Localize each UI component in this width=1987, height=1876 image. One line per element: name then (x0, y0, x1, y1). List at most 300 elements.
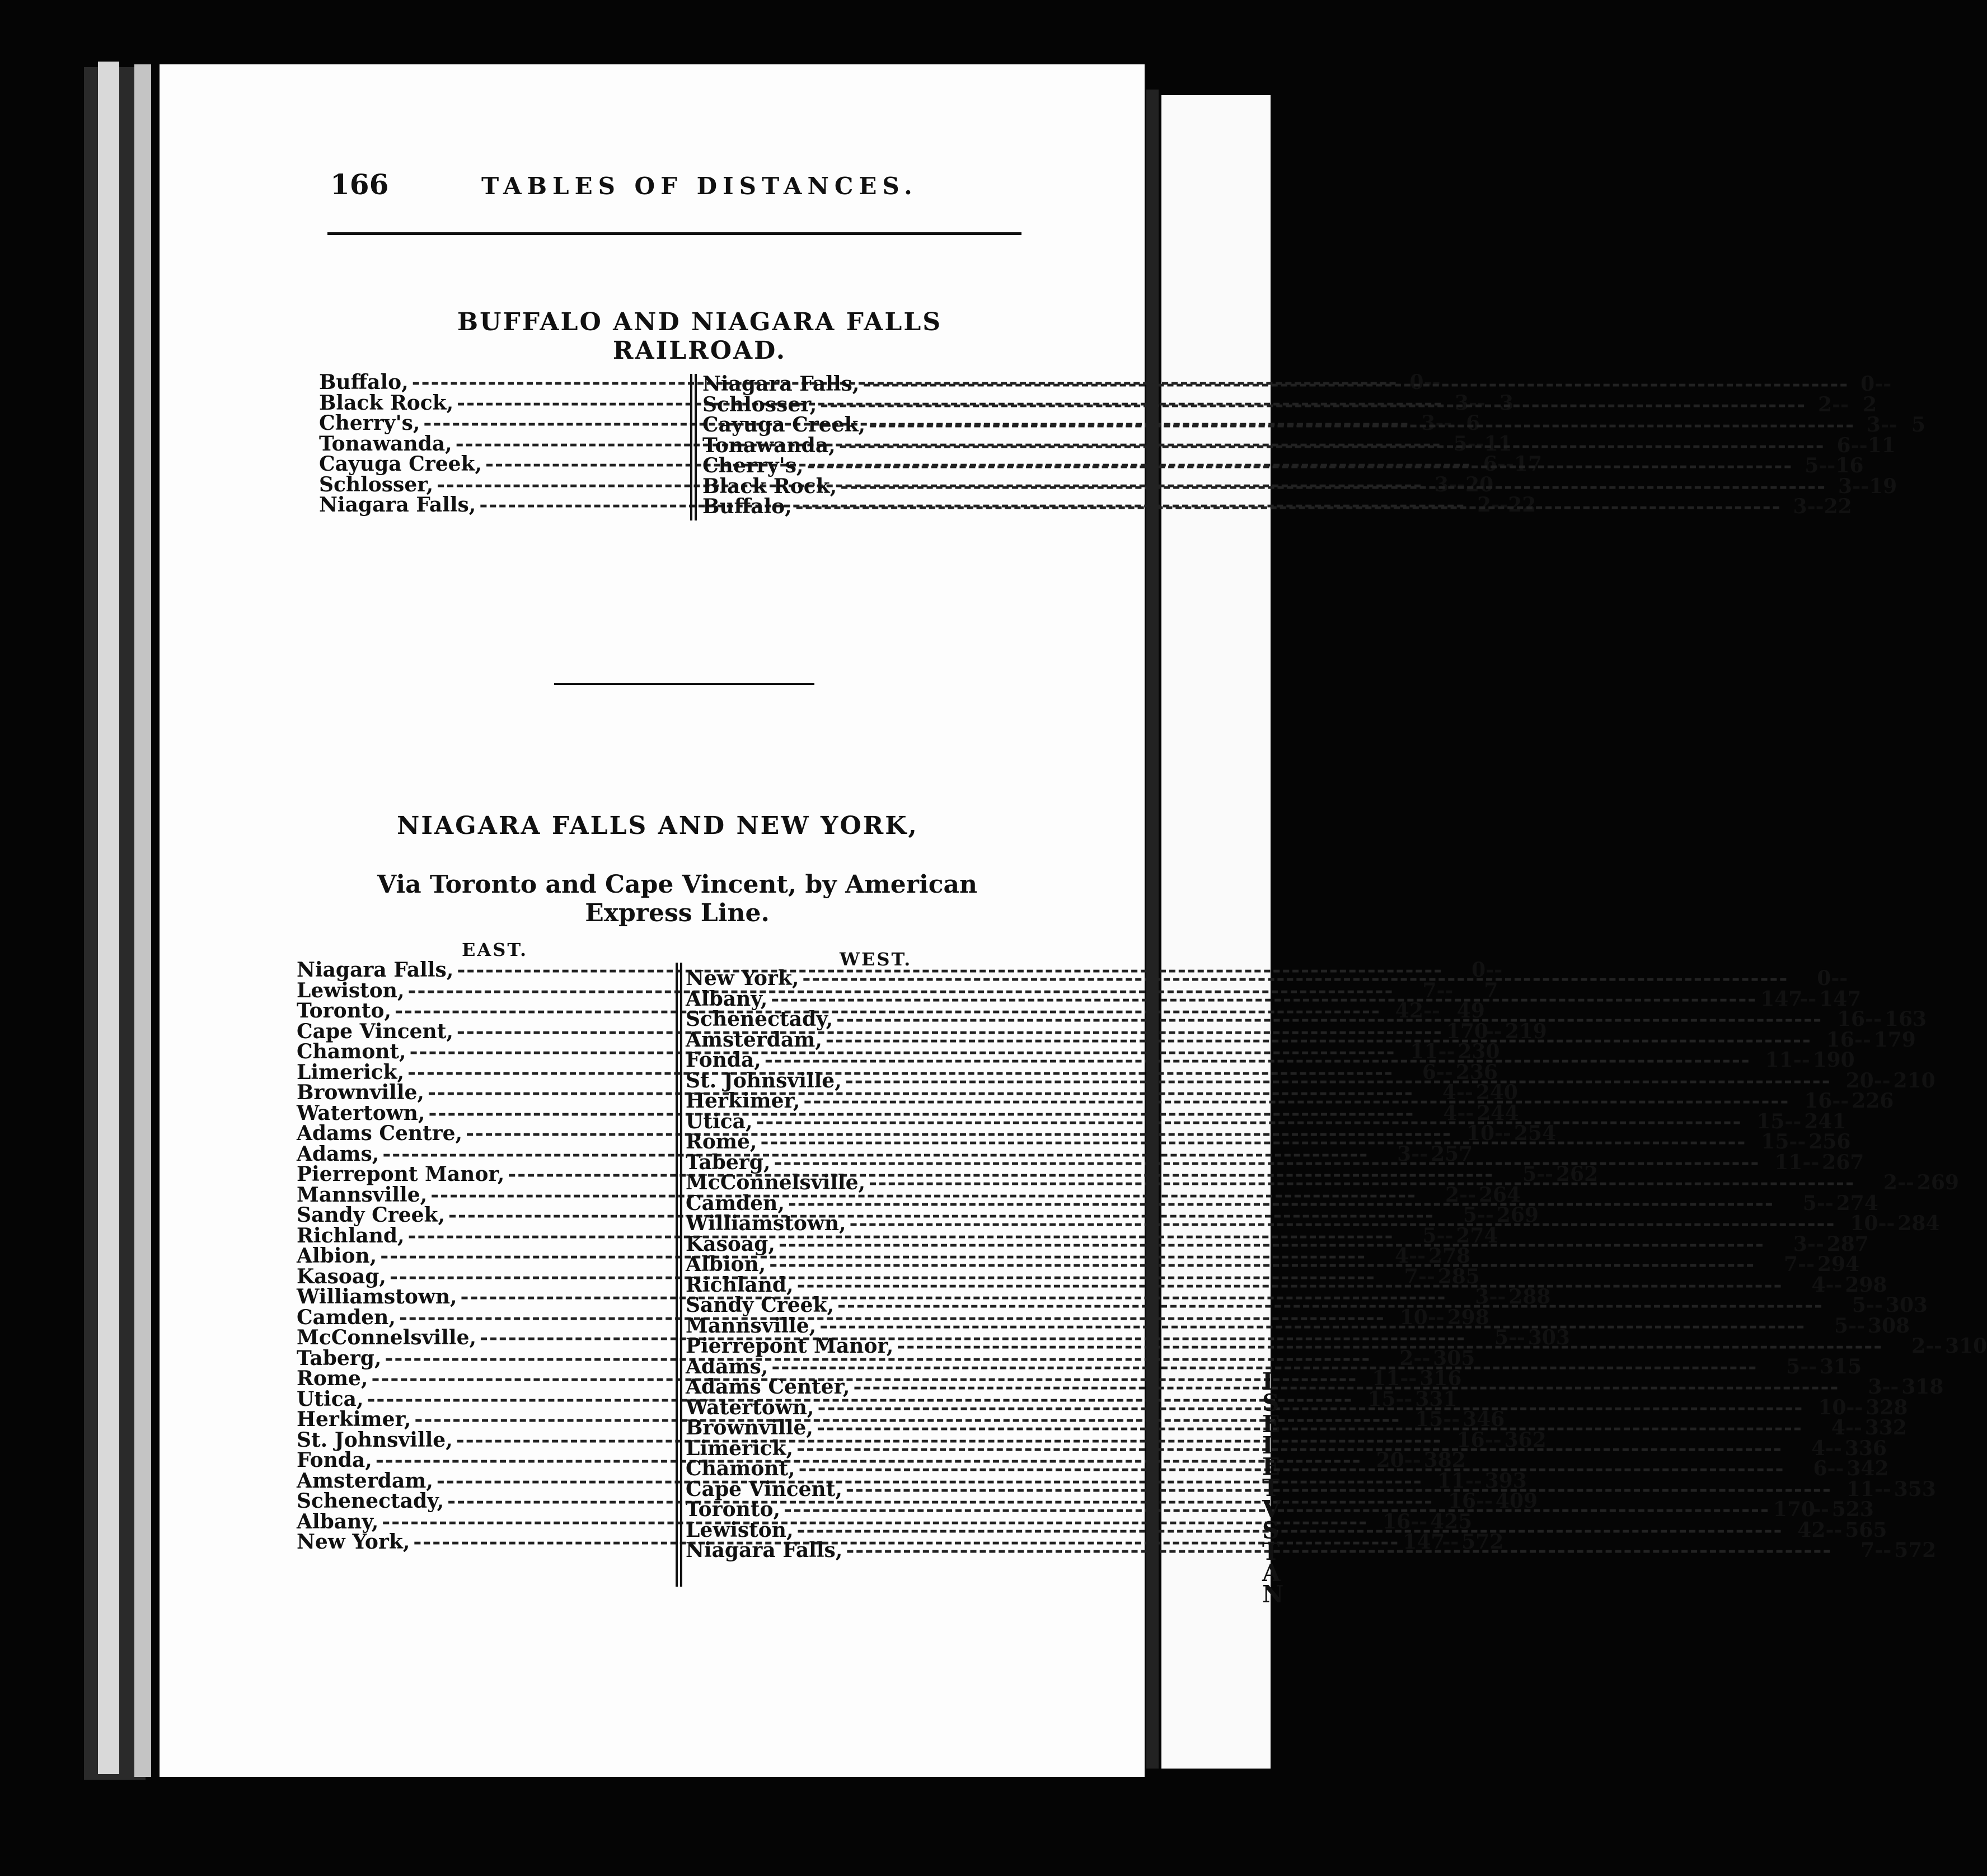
cumulative-distance: 278 (1428, 1244, 1471, 1268)
separator-dashes: -- (1850, 433, 1868, 457)
separator-dashes: -- (1476, 1489, 1493, 1513)
cumulative-distance: 269 (1496, 1203, 1539, 1227)
cumulative-distance: 353 (1894, 1477, 1936, 1501)
separator-dashes: -- (1874, 1539, 1892, 1562)
station-name: Utica, (686, 1109, 753, 1133)
station-distance: 11 (1410, 1040, 1438, 1063)
station-distance: 5 (1522, 1162, 1537, 1186)
separator-dashes: -- (1846, 1395, 1863, 1419)
cumulative-distance: 3 (1499, 391, 1514, 415)
adjacent-page-text-fragment: I S E I E T V S T A N (1262, 1368, 1284, 1608)
separator-dashes: -- (1491, 493, 1508, 517)
separator-dashes: -- (1423, 370, 1441, 394)
leader-dots (863, 370, 1849, 395)
separator-dashes: -- (1789, 1130, 1806, 1153)
separator-dashes: -- (1825, 1518, 1843, 1542)
station-distance: 3 (1793, 495, 1807, 518)
cumulative-distance: 210 (1893, 1068, 1936, 1092)
separator-dashes: -- (1807, 1232, 1824, 1256)
station-distance: 2 (1817, 392, 1833, 416)
station-distance: 3 (1455, 391, 1469, 415)
cumulative-distance: 236 (1455, 1060, 1498, 1084)
cumulative-distance: 362 (1504, 1428, 1547, 1452)
station-distance: 5 (1453, 432, 1468, 456)
leader-dots (771, 989, 1757, 1010)
station-distance: 7 (1422, 978, 1437, 1002)
station-name: Lewiston, (686, 1518, 794, 1542)
leader-dots (846, 1479, 1832, 1500)
separator-dashes: -- (1865, 1007, 1882, 1031)
separator-dashes: -- (1497, 452, 1514, 476)
station-name: Mannsville, (686, 1314, 817, 1338)
cumulative-distance: 226 (1852, 1089, 1894, 1113)
station-distance: 6 (1422, 1060, 1436, 1084)
station-name: Niagara Falls, (319, 493, 476, 517)
cumulative-distance: 190 (1812, 1048, 1855, 1072)
leader-dots (819, 1316, 1806, 1336)
separator-dashes: -- (1427, 1305, 1445, 1329)
station-distance: 20 (1376, 1448, 1404, 1472)
leader-dots (803, 1091, 1789, 1111)
station-distance: 147 (1403, 1530, 1445, 1554)
separator-dashes: -- (1418, 1264, 1435, 1288)
station-name: Brownville, (686, 1416, 813, 1439)
station-distance: 5 (1802, 1191, 1817, 1215)
station-name: Cherry's, (319, 411, 420, 435)
separator-dashes: -- (1819, 454, 1836, 477)
station-distance: 6 (1836, 433, 1851, 457)
separator-dashes: -- (1449, 472, 1465, 496)
station-name: Herkimer, (686, 1089, 800, 1113)
cumulative-distance: 274 (1456, 1223, 1498, 1247)
station-name: Albany, (686, 987, 768, 1011)
separator-dashes: -- (1477, 1203, 1494, 1227)
station-distance: 2 (1445, 1183, 1460, 1207)
leader-dots (796, 1438, 1783, 1459)
leader-dots (756, 1111, 1742, 1132)
section-title: BUFFALO AND NIAGARA FALLS RAILROAD. (457, 308, 943, 365)
station-name: Buffalo, (319, 370, 409, 394)
station-distance: 5 (1494, 1326, 1508, 1349)
distance-row (686, 967, 1848, 990)
leader-dots (774, 1152, 1760, 1173)
cumulative-distance: 572 (1894, 1539, 1937, 1562)
separator-dashes: -- (1802, 1150, 1820, 1174)
separator-dashes: -- (1852, 474, 1869, 498)
cumulative-distance: 6 (1466, 411, 1480, 435)
cumulative-distance: 267 (1822, 1150, 1864, 1174)
leader-dots (897, 1336, 1883, 1357)
separator-dashes: -- (1438, 1040, 1455, 1063)
station-name: Adams Center, (686, 1375, 850, 1399)
station-name: New York, (686, 967, 799, 990)
cumulative-distance: 179 (1873, 1028, 1916, 1052)
separator-dashes: -- (1880, 413, 1897, 437)
separator-dashes: -- (1395, 1387, 1413, 1411)
cumulative-distance: 336 (1844, 1436, 1887, 1460)
separator-dashes: -- (1866, 1293, 1883, 1317)
cumulative-distance: 284 (1897, 1212, 1940, 1235)
station-distance: 3 (1868, 1375, 1882, 1399)
leader-dots (788, 1193, 1774, 1214)
cumulative-distance: 393 (1484, 1469, 1527, 1493)
cumulative-distance: 303 (1885, 1293, 1928, 1317)
cumulative-distance: 298 (1447, 1305, 1489, 1329)
cumulative-distance: 523 (1831, 1498, 1874, 1521)
station-distance: 15 (1415, 1408, 1444, 1431)
station-name: Adams Centre, (297, 1122, 463, 1145)
separator-dashes: -- (1793, 1048, 1810, 1072)
station-name: St. Johnsville, (686, 1068, 842, 1092)
separator-dashes: -- (1897, 1171, 1914, 1194)
station-name: Albany, (297, 1509, 379, 1533)
station-name: Herkimer, (297, 1408, 411, 1431)
station-name: Schenectady, (297, 1489, 444, 1513)
station-distance: 16 (1836, 1007, 1866, 1031)
station-name: Cape Vincent, (297, 1019, 453, 1043)
cumulative-distance: 572 (1461, 1530, 1504, 1554)
cumulative-distance: 269 (1916, 1171, 1959, 1194)
station-name: Watertown, (297, 1101, 425, 1125)
station-distance: 16 (1456, 1428, 1485, 1452)
station-distance: 15 (1367, 1387, 1396, 1411)
distance-row (702, 495, 1852, 518)
cumulative-distance: 230 (1458, 1040, 1500, 1063)
separator-dashes: -- (1800, 1354, 1817, 1378)
page-header (330, 168, 1226, 213)
separator-dashes: -- (1812, 1498, 1829, 1521)
station-distance: 4 (1811, 1436, 1825, 1460)
station-name: Rome, (686, 1130, 757, 1153)
cumulative-distance: 318 (1901, 1375, 1944, 1399)
station-distance: 2 (1399, 1346, 1414, 1370)
column-divider (690, 374, 692, 520)
leader-dots (840, 472, 1826, 497)
cumulative-distance: 298 (1845, 1273, 1887, 1297)
cumulative-distance: 254 (1513, 1122, 1556, 1145)
cumulative-distance: 294 (1817, 1253, 1860, 1276)
station-name: Cherry's, (702, 454, 804, 477)
leader-dots (820, 391, 1806, 415)
spine-edge (98, 62, 119, 1774)
station-name: Mannsville, (297, 1183, 428, 1207)
station-distance: 11 (1846, 1477, 1874, 1501)
cumulative-distance: 288 (1508, 1285, 1551, 1308)
separator-dashes: -- (1825, 1273, 1843, 1297)
cumulative-distance: 241 (1804, 1109, 1847, 1133)
cumulative-distance: 22 (1824, 495, 1852, 518)
separator-dashes: -- (1457, 1101, 1474, 1125)
station-distance: 0 (1817, 967, 1831, 990)
station-name: Lewiston, (297, 978, 405, 1002)
page-number: 166 (330, 168, 389, 201)
station-name: Limerick, (297, 1060, 405, 1084)
station-name: Rome, (297, 1367, 368, 1390)
distance-row (702, 413, 1925, 437)
cumulative-distance: 310 (1945, 1334, 1987, 1358)
cumulative-distance: 49 (1456, 999, 1485, 1023)
station-name: Schenectady, (686, 1007, 833, 1031)
station-distance: 4 (1831, 1416, 1845, 1439)
station-distance: 16 (1826, 1028, 1854, 1052)
separator-dashes: -- (1832, 392, 1849, 416)
station-distance: 7 (1404, 1264, 1418, 1288)
cumulative-distance: 219 (1505, 1019, 1547, 1043)
station-distance: 10 (1399, 1305, 1428, 1329)
leader-dots (817, 1397, 1803, 1418)
station-name: Black Rock, (319, 391, 454, 415)
separator-dashes: -- (1831, 967, 1848, 990)
station-name: Kasoag, (297, 1264, 386, 1288)
station-distance: 15 (1761, 1130, 1789, 1153)
station-distance: 3 (1866, 413, 1881, 437)
separator-dashes: -- (1878, 1212, 1895, 1235)
separator-dashes: -- (1798, 1253, 1815, 1276)
cumulative-distance: 565 (1845, 1518, 1887, 1542)
station-name: Albion, (686, 1253, 766, 1276)
station-distance: 6 (1813, 1457, 1827, 1480)
separator-dashes: -- (1465, 1469, 1482, 1493)
cumulative-distance: 163 (1884, 1007, 1927, 1031)
cumulative-distance: 342 (1847, 1457, 1889, 1480)
leader-dots (826, 1030, 1812, 1050)
station-name: St. Johnsville, (297, 1428, 453, 1452)
station-distance: 5 (1786, 1354, 1801, 1378)
station-name: Amsterdam, (686, 1028, 822, 1052)
station-distance: 11 (1765, 1048, 1793, 1072)
separator-dashes: -- (1467, 432, 1484, 456)
cumulative-distance: 257 (1431, 1142, 1473, 1166)
separator-dashes: -- (1536, 1162, 1554, 1186)
separator-dashes: -- (1484, 1428, 1502, 1452)
station-name: Chamont, (686, 1457, 795, 1480)
cumulative-distance: 7 (1484, 978, 1498, 1002)
station-distance: 10 (1818, 1395, 1847, 1419)
separator-dashes: -- (1807, 495, 1824, 518)
station-name: Schlosser, (702, 392, 817, 416)
station-name: Schlosser, (319, 472, 434, 496)
cumulative-distance: 305 (1433, 1346, 1475, 1370)
station-distance: 2 (1911, 1334, 1926, 1358)
station-distance: 10 (1850, 1212, 1878, 1235)
station-distance: 10 (1466, 1122, 1494, 1145)
station-name: Utica, (297, 1387, 364, 1411)
station-name: Sandy Creek, (686, 1293, 835, 1317)
west-heading: WEST. (840, 949, 912, 970)
separator-dashes: -- (1400, 1367, 1417, 1390)
section-title: NIAGARA FALLS AND NEW YORK, (397, 812, 918, 840)
separator-dashes: -- (1469, 391, 1485, 415)
separator-dashes: -- (1873, 1068, 1891, 1092)
station-distance: 5 (1422, 1223, 1437, 1247)
station-name: Limerick, (686, 1436, 794, 1460)
separator-dashes: -- (1848, 1314, 1866, 1338)
separator-dashes: -- (1413, 1346, 1431, 1370)
leader-dots (850, 1213, 1836, 1234)
leader-dots (765, 1050, 1751, 1071)
station-name: Fonda, (297, 1448, 372, 1472)
cumulative-distance: 382 (1423, 1448, 1466, 1472)
cumulative-distance: 316 (1419, 1367, 1462, 1390)
station-name: Pierrepont Manor, (686, 1334, 894, 1358)
station-name: Niagara Falls, (702, 372, 860, 396)
separator-dashes: -- (1456, 1081, 1473, 1104)
separator-dashes: -- (1874, 372, 1892, 396)
cumulative-distance: 20 (1465, 472, 1494, 496)
station-distance: 4 (1395, 1244, 1409, 1268)
station-distance: 16 (1383, 1509, 1411, 1533)
timetable-column-left (319, 370, 1543, 517)
cumulative-distance: 285 (1437, 1264, 1480, 1288)
leader-dots (869, 1172, 1855, 1193)
station-distance: 5 (1852, 1293, 1866, 1317)
cumulative-distance: 409 (1495, 1489, 1538, 1513)
station-distance: 170 (1446, 1019, 1488, 1043)
separator-dashes: -- (1489, 1285, 1506, 1308)
station-name: Watertown, (686, 1395, 814, 1419)
east-heading: EAST. (462, 939, 528, 960)
separator-dashes: -- (1874, 1477, 1891, 1501)
spine-edge (134, 64, 151, 1777)
leader-dots (853, 1377, 1839, 1397)
separator-dashes: -- (1799, 987, 1817, 1011)
station-name: Camden, (686, 1191, 785, 1215)
station-distance: 4 (1811, 1273, 1826, 1297)
station-distance: 11 (1774, 1150, 1803, 1174)
separator-dashes: -- (1411, 1142, 1428, 1166)
separator-dashes: -- (1784, 1109, 1802, 1133)
separator-dashes: -- (1485, 958, 1503, 982)
station-distance: 42 (1395, 999, 1423, 1023)
station-distance: 7 (1861, 1539, 1875, 1562)
cumulative-distance: 332 (1864, 1416, 1907, 1439)
separator-dashes: -- (1508, 1326, 1525, 1349)
separator-dashes: -- (1925, 1334, 1943, 1358)
leader-dots (807, 452, 1793, 476)
station-distance: 4 (1443, 1101, 1458, 1125)
cumulative-distance: 262 (1556, 1162, 1599, 1186)
station-name: Taberg, (686, 1150, 771, 1174)
separator-dashes: -- (1436, 978, 1454, 1002)
cumulative-distance: 11 (1484, 432, 1512, 456)
leader-dots (802, 968, 1788, 989)
cumulative-distance: 287 (1826, 1232, 1869, 1256)
separator-dashes: -- (1882, 1375, 1899, 1399)
separator-dashes: -- (1485, 1019, 1502, 1043)
separator-dashes: -- (1436, 1060, 1453, 1084)
leader-dots (797, 1520, 1783, 1541)
station-distance: 3 (1421, 411, 1436, 435)
separator-dashes: -- (1435, 411, 1452, 435)
station-distance: 16 (1447, 1489, 1477, 1513)
cumulative-distance: 17 (1513, 452, 1543, 476)
cumulative-distance: 256 (1808, 1130, 1851, 1153)
column-divider (680, 963, 682, 1587)
leader-dots (869, 411, 1855, 435)
cumulative-distance: 425 (1430, 1509, 1473, 1533)
station-name: Adams, (297, 1142, 379, 1166)
station-name: Richland, (686, 1273, 794, 1297)
station-distance: 42 (1797, 1518, 1826, 1542)
distance-row (319, 432, 1512, 456)
leader-dots (799, 1458, 1785, 1479)
header-rule (327, 232, 1021, 235)
station-name: Taberg, (297, 1346, 382, 1370)
cumulative-distance: 264 (1478, 1183, 1521, 1207)
column-divider (695, 374, 697, 520)
station-distance: 5 (1463, 1203, 1477, 1227)
cumulative-distance: 11 (1867, 433, 1896, 457)
separator-dashes: -- (1404, 1448, 1421, 1472)
station-distance: 11 (1372, 1367, 1400, 1390)
section-subtitle: Via Toronto and Cape Vincent, by American Express Line. (377, 870, 977, 927)
separator-dashes: -- (1423, 999, 1440, 1023)
leader-dots (795, 493, 1782, 517)
distance-row (702, 433, 1896, 457)
separator-dashes: -- (1409, 1244, 1426, 1268)
station-name: Toronto, (297, 999, 391, 1023)
leader-dots (846, 1540, 1832, 1561)
station-distance: 147 (1760, 987, 1803, 1011)
station-name: Williamstown, (297, 1285, 457, 1308)
separator-dashes: -- (1827, 1457, 1844, 1480)
station-distance: 0 (1471, 958, 1486, 982)
station-name: Adams, (686, 1354, 768, 1378)
station-distance: 15 (1756, 1109, 1785, 1133)
station-distance: 3 (1434, 472, 1449, 496)
leader-dots (836, 1009, 1822, 1030)
cumulative-distance: 16 (1835, 454, 1864, 477)
station-name: Chamont, (297, 1040, 406, 1063)
running-title: TABLES OF DISTANCES. (481, 172, 918, 200)
station-distance: 0 (1861, 372, 1875, 396)
station-distance: 11 (1437, 1469, 1465, 1493)
separator-dashes: -- (1442, 1530, 1459, 1554)
leader-dots (797, 1275, 1783, 1296)
station-distance: 0 (1409, 370, 1424, 394)
station-distance: 3 (1793, 1232, 1807, 1256)
station-distance: 16 (1804, 1089, 1833, 1113)
station-distance: 7 (1784, 1253, 1798, 1276)
leader-dots (769, 1254, 1755, 1275)
leader-dots (839, 432, 1825, 456)
distance-row (702, 372, 1892, 396)
station-name: Camden, (297, 1305, 396, 1329)
cumulative-distance: 315 (1820, 1354, 1862, 1378)
separator-dashes: -- (1494, 1122, 1511, 1145)
station-distance: 4 (1442, 1081, 1456, 1104)
cumulative-distance: 2 (1862, 392, 1877, 416)
station-name: McConnelsville, (686, 1171, 866, 1194)
leader-dots (817, 1418, 1803, 1438)
station-name: Williamstown, (686, 1212, 846, 1235)
station-name: Brownville, (297, 1081, 424, 1104)
separator-dashes: -- (1845, 1416, 1862, 1439)
distance-row (702, 392, 1877, 416)
station-distance: 3 (1475, 1285, 1489, 1308)
station-name: Albion, (297, 1244, 377, 1268)
cumulative-distance: 147 (1819, 987, 1862, 1011)
station-name: Pierrepont Manor, (297, 1162, 505, 1186)
station-distance: 3 (1397, 1142, 1412, 1166)
separator-dashes: -- (1443, 1408, 1460, 1431)
station-name: Tonawanda, (702, 433, 836, 457)
station-distance: 5 (1834, 1314, 1849, 1338)
cumulative-distance: 346 (1463, 1408, 1505, 1431)
separator-dashes: -- (1436, 1223, 1454, 1247)
cumulative-distance: 331 (1415, 1387, 1458, 1411)
station-distance: 3 (1838, 474, 1853, 498)
